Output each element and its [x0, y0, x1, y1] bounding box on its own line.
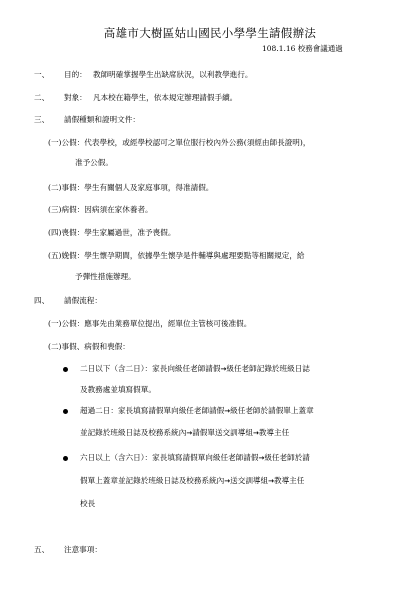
section-4-label: 請假流程：: [64, 296, 102, 305]
arrow-icon: →: [224, 407, 231, 415]
arrow-icon: →: [258, 454, 265, 462]
leave-type-bereavement: (四)喪假：學生家屬過世，准予喪假。: [48, 228, 176, 237]
process-official-leave: (一)公假：應事先由業務單位提出，經單位主管核可後准假。: [48, 319, 252, 328]
section-5-number: 五、: [34, 545, 50, 554]
bullet-2-line-2: [80, 428, 289, 438]
bullet-3-text-a: 六日以上（含六日）：家長填寫請假單向級任老師請假: [80, 453, 259, 462]
section-3-label: 請假種類和證明文件：: [64, 115, 140, 124]
bullet-2-text-b: 級任老師於請假單上蓋章: [230, 406, 314, 415]
leave-type-official: (一)公假：代表學校，或經學校認可之單位服行校內外公務(須經由師長證明)，: [48, 138, 311, 147]
bullet-2-text-a: 超過二日：家長填寫請假單向級任老師請假: [80, 406, 225, 415]
leave-type-personal: (二)事假：學生有關個人及家庭事項，得准請假。: [48, 183, 214, 192]
bullet-3-line-1: [80, 453, 310, 463]
section-2-text: 凡本校在籍學生，依本規定辦理請假手續。: [93, 93, 238, 102]
arrow-icon: →: [252, 429, 259, 437]
process-other-leave-heading: (二)事假、病假和喪假：: [48, 342, 130, 351]
section-3-number: 三、: [34, 115, 50, 124]
bullet-2-text-e: 教導主任: [258, 428, 290, 437]
leave-type-sick: (三)病假：因病須在家休養者。: [48, 205, 153, 214]
bullet-3-text-c: 假單上蓋章並記錄於班級日誌及校務系統內: [80, 476, 225, 485]
section-1-text: 教師明確掌握學生出缺席狀況，以利教學進行。: [93, 70, 253, 79]
bullet-2-text-d: 請假單送交訓導組: [192, 428, 253, 437]
section-1-number: 一、: [34, 70, 50, 79]
bullet-3-line-2: [80, 476, 304, 486]
arrow-icon: →: [186, 429, 193, 437]
bullet-1-text-b: 級任老師記錄於班級日誌: [226, 364, 310, 373]
arrow-icon: →: [220, 365, 227, 373]
leave-type-official-cont: 准予公假。: [75, 158, 113, 167]
bullet-1-text-a: 二日以下（含二日）：家長向級任老師請假: [80, 364, 221, 373]
bullet-3-text-d: 送交訓導組: [230, 476, 269, 485]
bullet-2-line-1: [80, 406, 314, 416]
section-1-label: 目的：: [64, 70, 87, 79]
bullet-3-text-b: 級任老師於請: [264, 453, 310, 462]
section-2-number: 二、: [34, 93, 50, 102]
section-2-label: 對象：: [64, 93, 87, 102]
bullet-dot-icon: [63, 367, 68, 372]
section-4-number: 四、: [34, 296, 50, 305]
arrow-icon: →: [268, 477, 274, 485]
approval-note: 108.1.16 校務會議通過: [262, 44, 343, 53]
bullet-2-text-c: 並記錄於班級日誌及校務系統內: [80, 428, 187, 437]
leave-type-maternity: (五)娩假：學生懷孕期間，依據學生懷孕是件輔導與處理要點等相關規定，給: [48, 251, 305, 260]
document-title: 高雄市大樹區姑山國民小學學生請假辦法: [103, 26, 317, 40]
bullet-1-line-2: 及教務處並填寫假單。: [80, 385, 156, 394]
leave-type-maternity-cont: 予彈性措施辦理。: [75, 272, 136, 281]
bullet-dot-icon: [63, 409, 68, 414]
bullet-3-line-3: 校長: [80, 499, 96, 508]
arrow-icon: →: [224, 477, 231, 485]
section-5-label: 注意事項：: [64, 545, 102, 554]
bullet-1-line-1: [80, 364, 310, 374]
bullet-3-text-e: 教導主任: [274, 476, 305, 485]
bullet-dot-icon: [63, 456, 68, 461]
